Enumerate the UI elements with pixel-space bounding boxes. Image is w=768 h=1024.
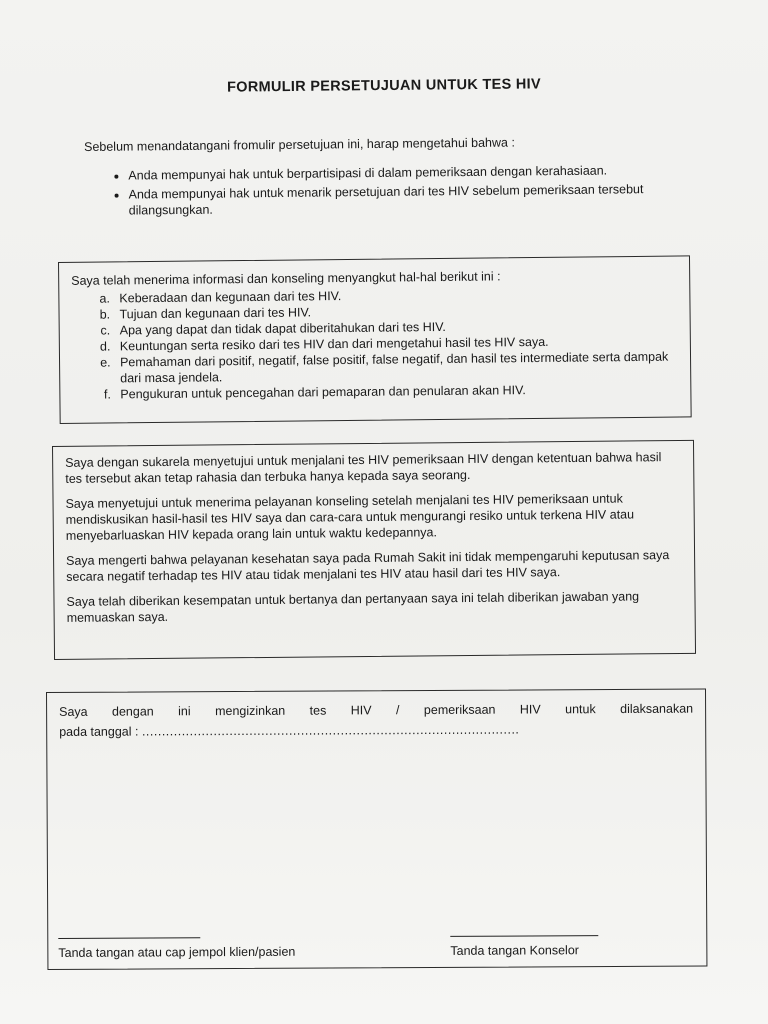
form-title: FORMULIR PERSETUJUAN UNTUK TES HIV — [226, 76, 542, 96]
information-item: f. Pengukuran untuk pencegahan dari pemaparan dan penularan akan HIV. — [114, 381, 678, 403]
date-blank[interactable]: ............................................................................................... — [141, 722, 520, 739]
information-item: e. Pemahaman dari positif, negatif, false positif, false negatif, dan hasil tes intermediate serta dampak dari masa jendela. — [114, 349, 678, 387]
information-item: a. Keberadaan dan kegunaan dari tes HIV. — [113, 285, 677, 307]
intro-bullet: • Anda mempunyai hak untuk berpartisipasi di dalam pemeriksaan dengan kerahasiaan. — [128, 162, 684, 184]
information-box — [58, 255, 692, 424]
client-signature-line[interactable] — [58, 937, 200, 939]
information-item: c. Apa yang dapat dan tidak dapat diberitahukan dari tes HIV. — [114, 317, 678, 339]
consent-statement: Saya dengan ini mengizinkan tes HIV / pemeriksaan HIV untuk dilaksanakan — [59, 701, 694, 719]
information-item: d. Keuntungan serta resiko dari tes HIV dan dari mengetahui hasil tes HIV saya. — [114, 333, 678, 355]
counselor-signature-block — [450, 935, 598, 959]
statement-paragraph: Saya telah diberikan kesempatan untuk bertanya dan pertanyaan saya ini telah diberikan jawaban yang memuaskan saya. — [66, 589, 640, 625]
intro-section — [84, 134, 685, 222]
intro-lead: Sebelum menandatangani fromulir persetujuan ini, harap mengetahui bahwa : — [84, 135, 515, 154]
statement-paragraph: Saya mengerti bahwa pelayanan kesehatan saya pada Rumah Sakit ini tidak mempengaruhi keputusan saya secara negatif terhadap tes HIV atau tidak menjalani tes HIV atau hasil dari tes HIV saya. — [66, 548, 670, 584]
information-lead: Saya telah menerima informasi dan konseling menyangkut hal-hal berikut ini : — [71, 269, 501, 288]
information-item: b. Tujuan dan kegunaan dari tes HIV. — [113, 301, 677, 323]
statements-box — [52, 440, 696, 660]
client-signature-label: Tanda tangan atau cap jempol klien/pasien — [58, 944, 296, 960]
intro-bullet: • Anda mempunyai hak untuk menarik persetujuan dari tes HIV sebelum pemeriksaan tersebut dilangsungkan. — [128, 181, 684, 219]
statement-paragraph: Saya menyetujui untuk menerima pelayanan konseling setelah menjalani tes HIV pemeriksaan untuk mendiskusikan hasil-hasil tes HIV saya dan cara-cara untuk mengurangi resiko untuk terkena HIV atau menyebarluaskan HIV kepada orang lain untuk waktu kedepannya. — [65, 491, 635, 543]
information-list — [71, 285, 678, 403]
intro-bullet-list — [84, 162, 685, 219]
statement-paragraph: Saya dengan sukarela menyetujui untuk menjalani tes HIV pemeriksaan HIV dengan ketentuan bahwa hasil tes tersebut akan tetap rahasia dan terbuka hanya kepada saya seorang. — [65, 450, 662, 486]
date-line — [59, 720, 693, 741]
date-label: pada tanggal : — [59, 724, 139, 739]
counselor-signature-line[interactable] — [450, 935, 598, 937]
counselor-signature-label: Tanda tangan Konselor — [450, 943, 579, 958]
client-signature-block — [58, 937, 295, 961]
consent-box — [46, 689, 707, 970]
